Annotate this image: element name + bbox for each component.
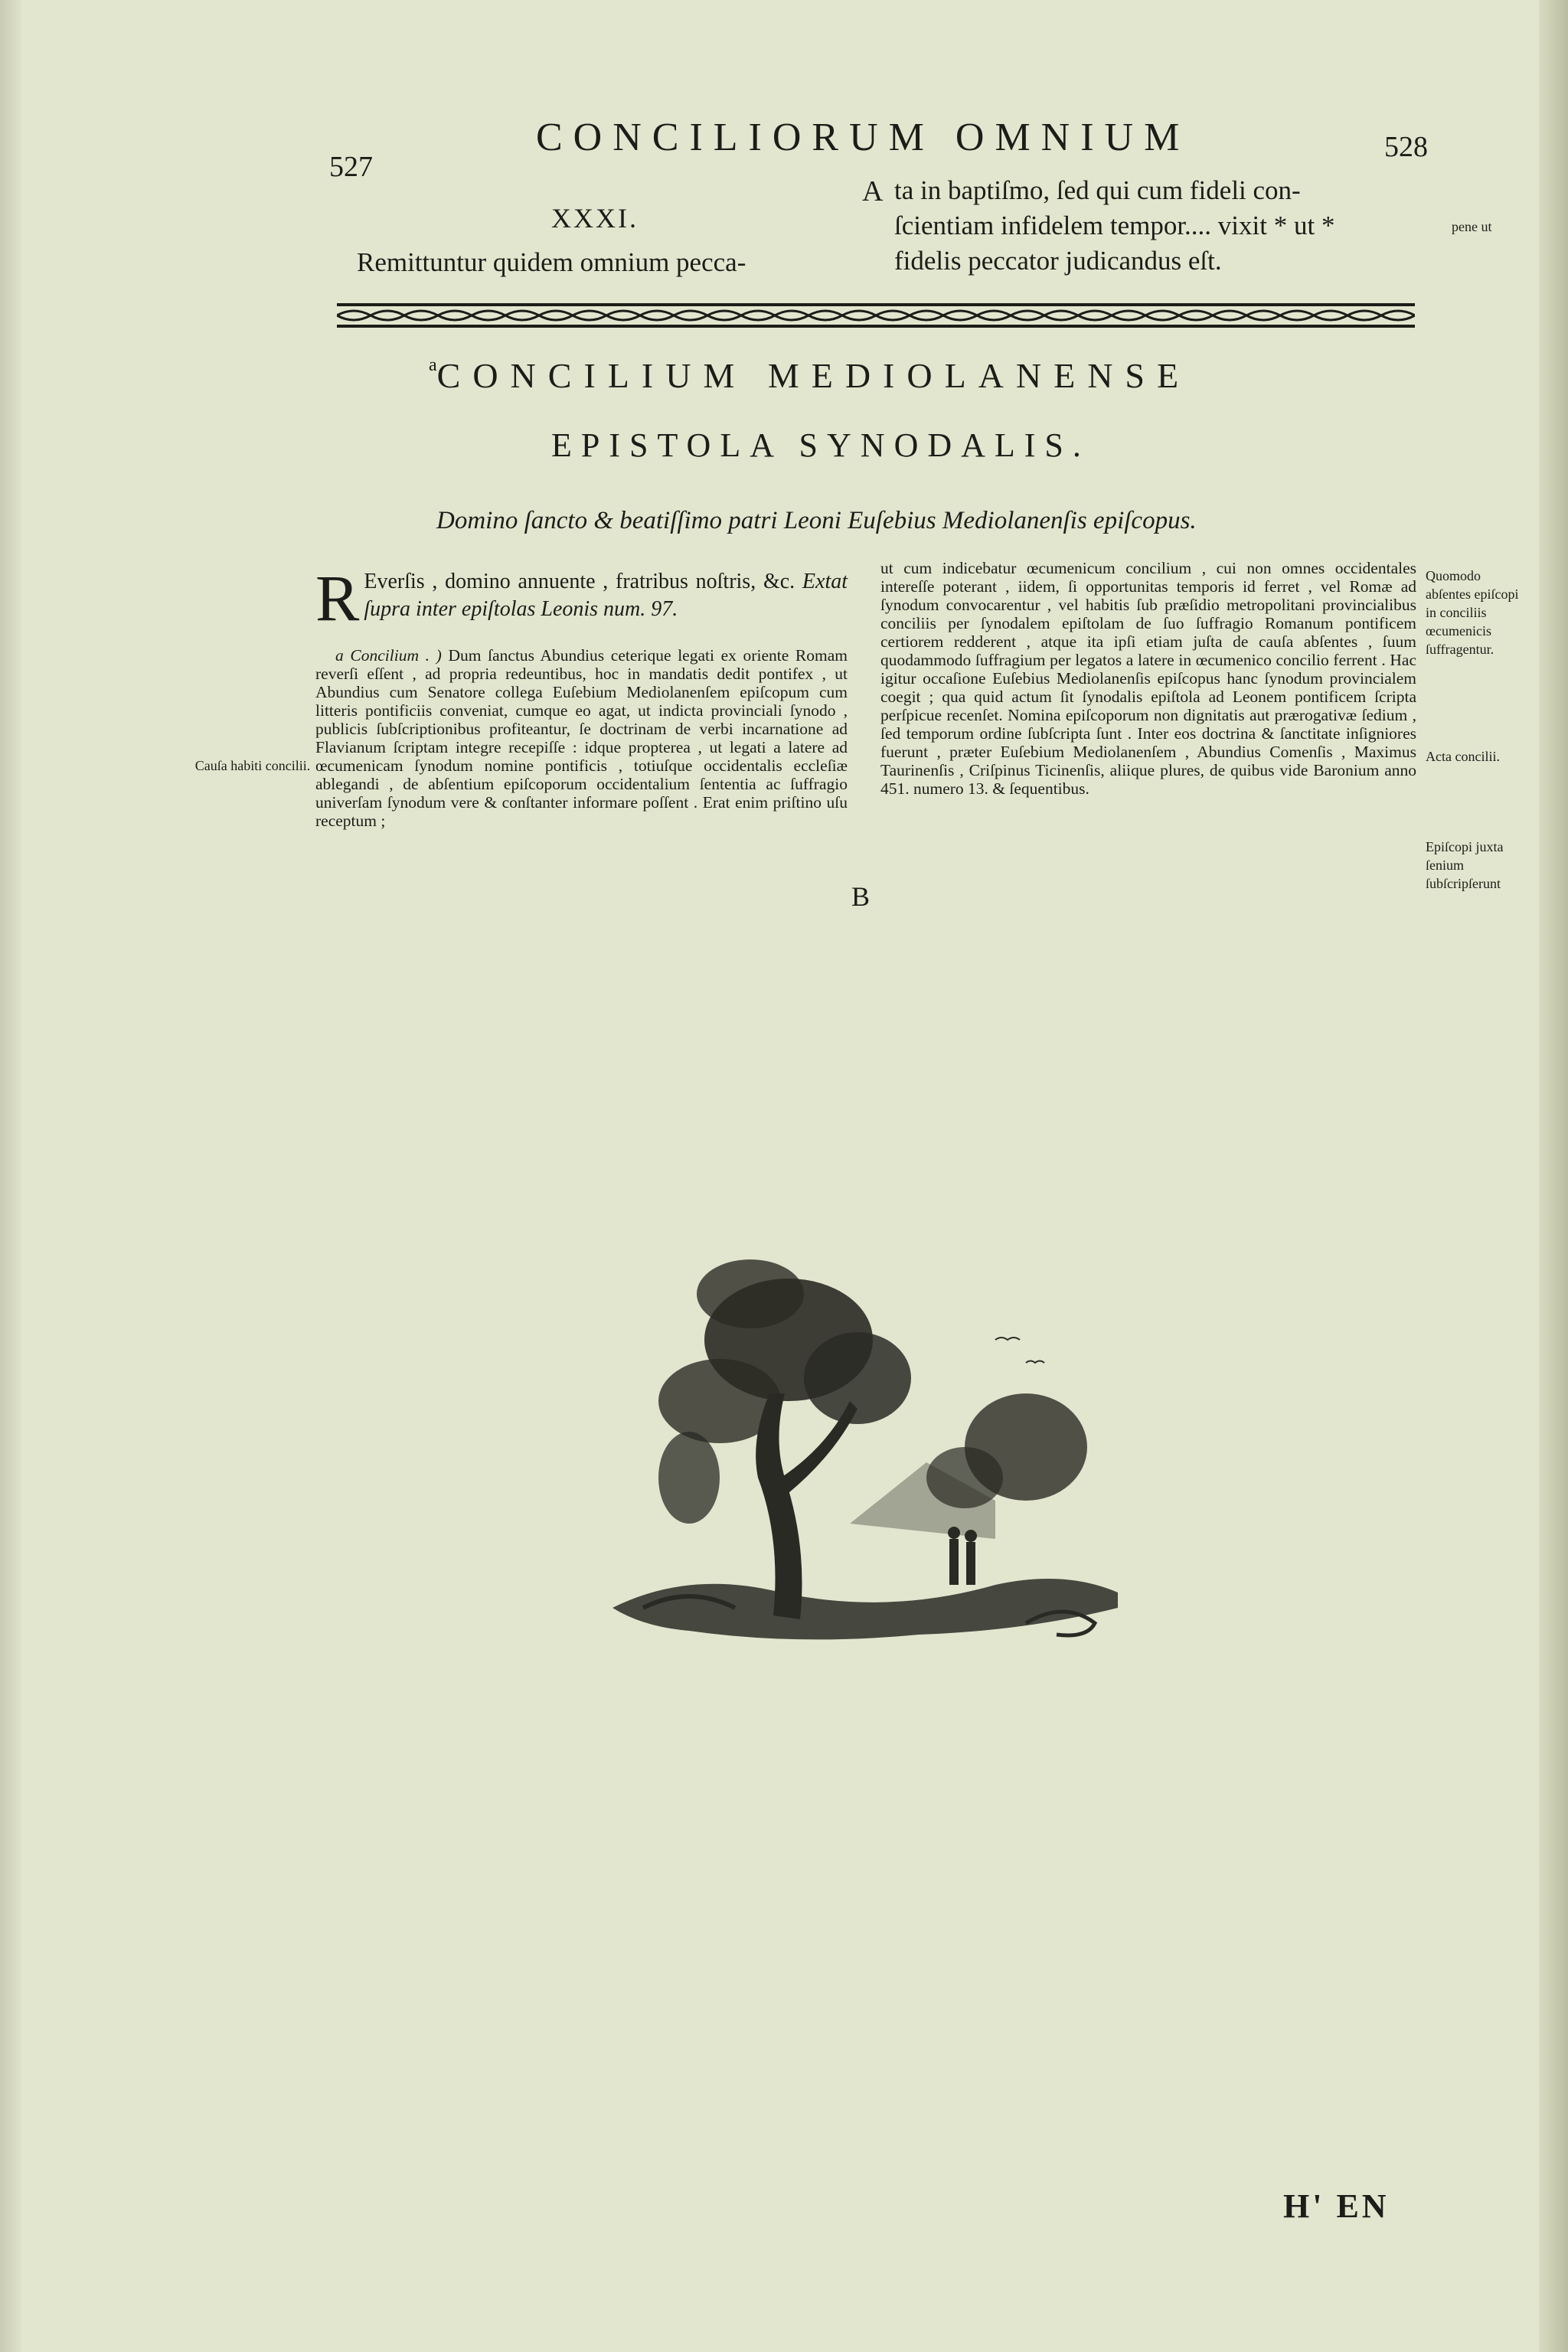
page-number-right: 528 [1384,131,1428,163]
footnote-paragraph [315,646,848,830]
left-column [315,561,848,830]
catchword: H' EN [1283,2187,1390,2225]
section-number: XXXI. [551,203,639,234]
page-edge-right [1539,0,1568,2352]
title-line-1: CONCILIUM MEDIOLANENSE [436,356,1191,395]
decorative-rule [337,300,1415,331]
dedication: Domino ſancto & beatiſſimo patri Leoni Euſebius Mediolanenſis epiſcopus. [436,507,1197,534]
continuation-right-line-2: ſcientiam infidelem tempor.... vixit * ut * [894,211,1335,240]
incipit-text: Everſis , domino annuente , fratribus noſtris, &c. [364,570,795,593]
margin-note-pene-ut: pene ut [1452,219,1492,234]
running-title: CONCILIORUM OMNIUM [536,116,1191,159]
right-column [880,559,1416,798]
title-concilium [429,355,1191,396]
incipit-paragraph [315,561,848,635]
footnote-label: a Concilium . ) [335,646,442,665]
footnote-text: Dum ſanctus Abundius ceterique legati ex oriente Romam reverſi eſſent , ad propria redeuntibus, hoc in mandatis dedit pontifex , ut Abundius cum Senatore collega Euſebium Mediolanenſem epiſcopum cum litteris pontificiis conveniat, cumque eo agat, ut indicta provinciali ſynodo , publicis ſubſcriptionibus profiteantur, ſe doctrinam de verbi incarnatione ad Flavianum ſcriptam integre recepiſſe : idque propterea , ut legati a latere ad œcumenicam ſynodum nomine pontificis , totiuſque occidentalis eccleſiæ ablegandi , de abſentium epiſcoporum occidentalium ſententia ac ſuffragio univerſam ſynodum vere & conſtanter informare poſſent . Erat enim priſtino uſu receptum ; [315,646,848,830]
incipit-italic: Extat ſupra inter epiſtolas Leonis num. 97. [364,570,848,621]
page-edge-left [0,0,21,2352]
continuation-right-line-1: ta in baptiſmo, ſed qui cum fideli con- [894,175,1301,205]
landscape-vignette [597,1248,1133,1661]
margin-note-causa: Cauſa habiti concilii. [194,758,311,773]
column-marker-b: B [851,881,871,912]
title-epistola: EPISTOLA SYNODALIS. [551,426,1090,464]
column-marker-a: A [862,175,884,207]
right-column-text: ut cum indicebatur œcumenicum concilium , cui non omnes occidentales intereſſe poterant , iidem, ſi opportunitas temporis id ferret , vel Romæ ad ſynodum convocarentur , vel habitis ſub præſidio metropolitani provincialibus conciliis per ſynodalem epiſtolam de ſuo ſuffragio Romanum pontificem certiorem redderent , atque ita ipſi etiam juſta de cauſa abſentes , ſuum quodammodo ſuffragium per legatos a latere in œcumenico concilio ferrent . Hac igitur occaſione Euſebius Mediolanenſis epiſcopus hanc ſynodum provincialem coegit ; qua quid actum ſit ſynodalis epiſtola ad Leonem pontificem ſcripta perſpicue recenſet. Nomina epiſcoporum non dignitatis aut prærogativæ ſedium , ſed temporum ordine ſubſcripta ſunt . Inter eos doctrina & ſanctitate inſigniores fuerunt , præter Euſebium Mediolanenſem , Abundius Comenſis , Maximus Taurinenſis , Criſpinus Ticinenſis, aliique plures, de quibus vide Baronium anno 451. numero 13. & ſequentibus. [880,559,1416,798]
continuation-left-line: Remittuntur quidem omnium pecca- [357,247,746,277]
page-number-left: 527 [329,151,373,183]
title-note-marker: a [429,355,437,375]
margin-note-acta: Acta concilii. [1426,749,1500,764]
continuation-right-line-3: fidelis peccator judicandus eſt. [894,246,1222,276]
margin-note-quomodo: Quomodo abſentes epiſcopi in conciliis œcumenicis ſuffragentur. [1426,568,1519,657]
drop-cap: R [315,561,360,635]
margin-note-episcopi: Epiſcopi juxta ſenium ſubſcripſerunt [1426,839,1504,891]
